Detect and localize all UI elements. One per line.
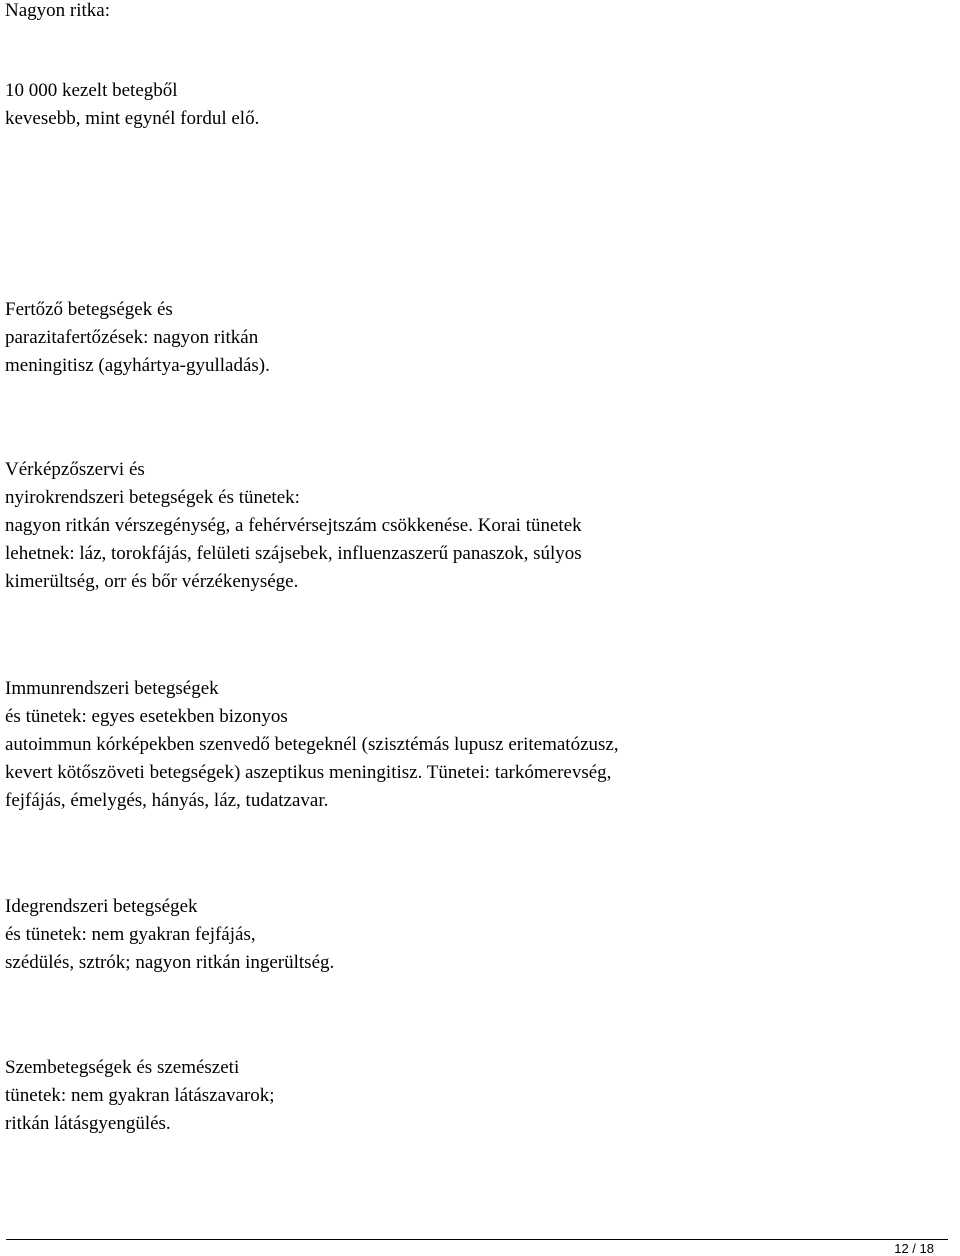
section-line: meningitisz (agyhártya-gyulladás). [5,355,270,376]
section-eye [5,1054,945,1138]
section-frequency [5,77,945,133]
page-number: 12 / 18 [894,1241,934,1256]
section-line: tünetek: nem gyakran látászavarok; [5,1085,275,1106]
heading-text: Nagyon ritka: [5,0,111,21]
heading [5,0,945,25]
section-line: lehetnek: láz, torokfájás, felületi szájsebek, influenzaszerű panaszok, súlyos [5,543,582,564]
section-line: ritkán látásgyengülés. [5,1113,171,1134]
section-line: és tünetek: egyes esetekben bizonyos [5,706,288,727]
section-line: Szembetegségek és szemészeti [5,1057,240,1078]
section-line: Idegrendszeri betegségek [5,896,198,917]
section-line: parazitafertőzések: nagyon ritkán [5,327,259,348]
section-blood-lymph [5,456,945,596]
section-line: Fertőző betegségek és [5,299,173,320]
footer-divider [6,1239,948,1240]
section-line: kimerültség, orr és bőr vérzékenysége. [5,571,299,592]
section-line: szédülés, sztrók; nagyon ritkán ingerültség. [5,952,335,973]
section-line: nagyon ritkán vérszegénység, a fehérvérsejtszám csökkenése. Korai tünetek [5,515,582,536]
section-line: autoimmun kórképekben szenvedő betegeknél (szisztémás lupusz eritematózusz, [5,734,619,755]
section-infections [5,296,945,380]
section-nervous [5,893,945,977]
section-line: Vérképzőszervi és [5,459,145,480]
section-line: és tünetek: nem gyakran fejfájás, [5,924,256,945]
section-line: nyirokrendszeri betegségek és tünetek: [5,487,300,508]
section-line: fejfájás, émelygés, hányás, láz, tudatzavar. [5,790,329,811]
section-line: kevert kötőszöveti betegségek) aszeptikus meningitisz. Tünetei: tarkómerevség, [5,762,612,783]
section-immune [5,675,945,815]
section-line: Immunrendszeri betegségek [5,678,219,699]
section-line: 10 000 kezelt betegből [5,80,178,101]
section-line: kevesebb, mint egynél fordul elő. [5,108,260,129]
